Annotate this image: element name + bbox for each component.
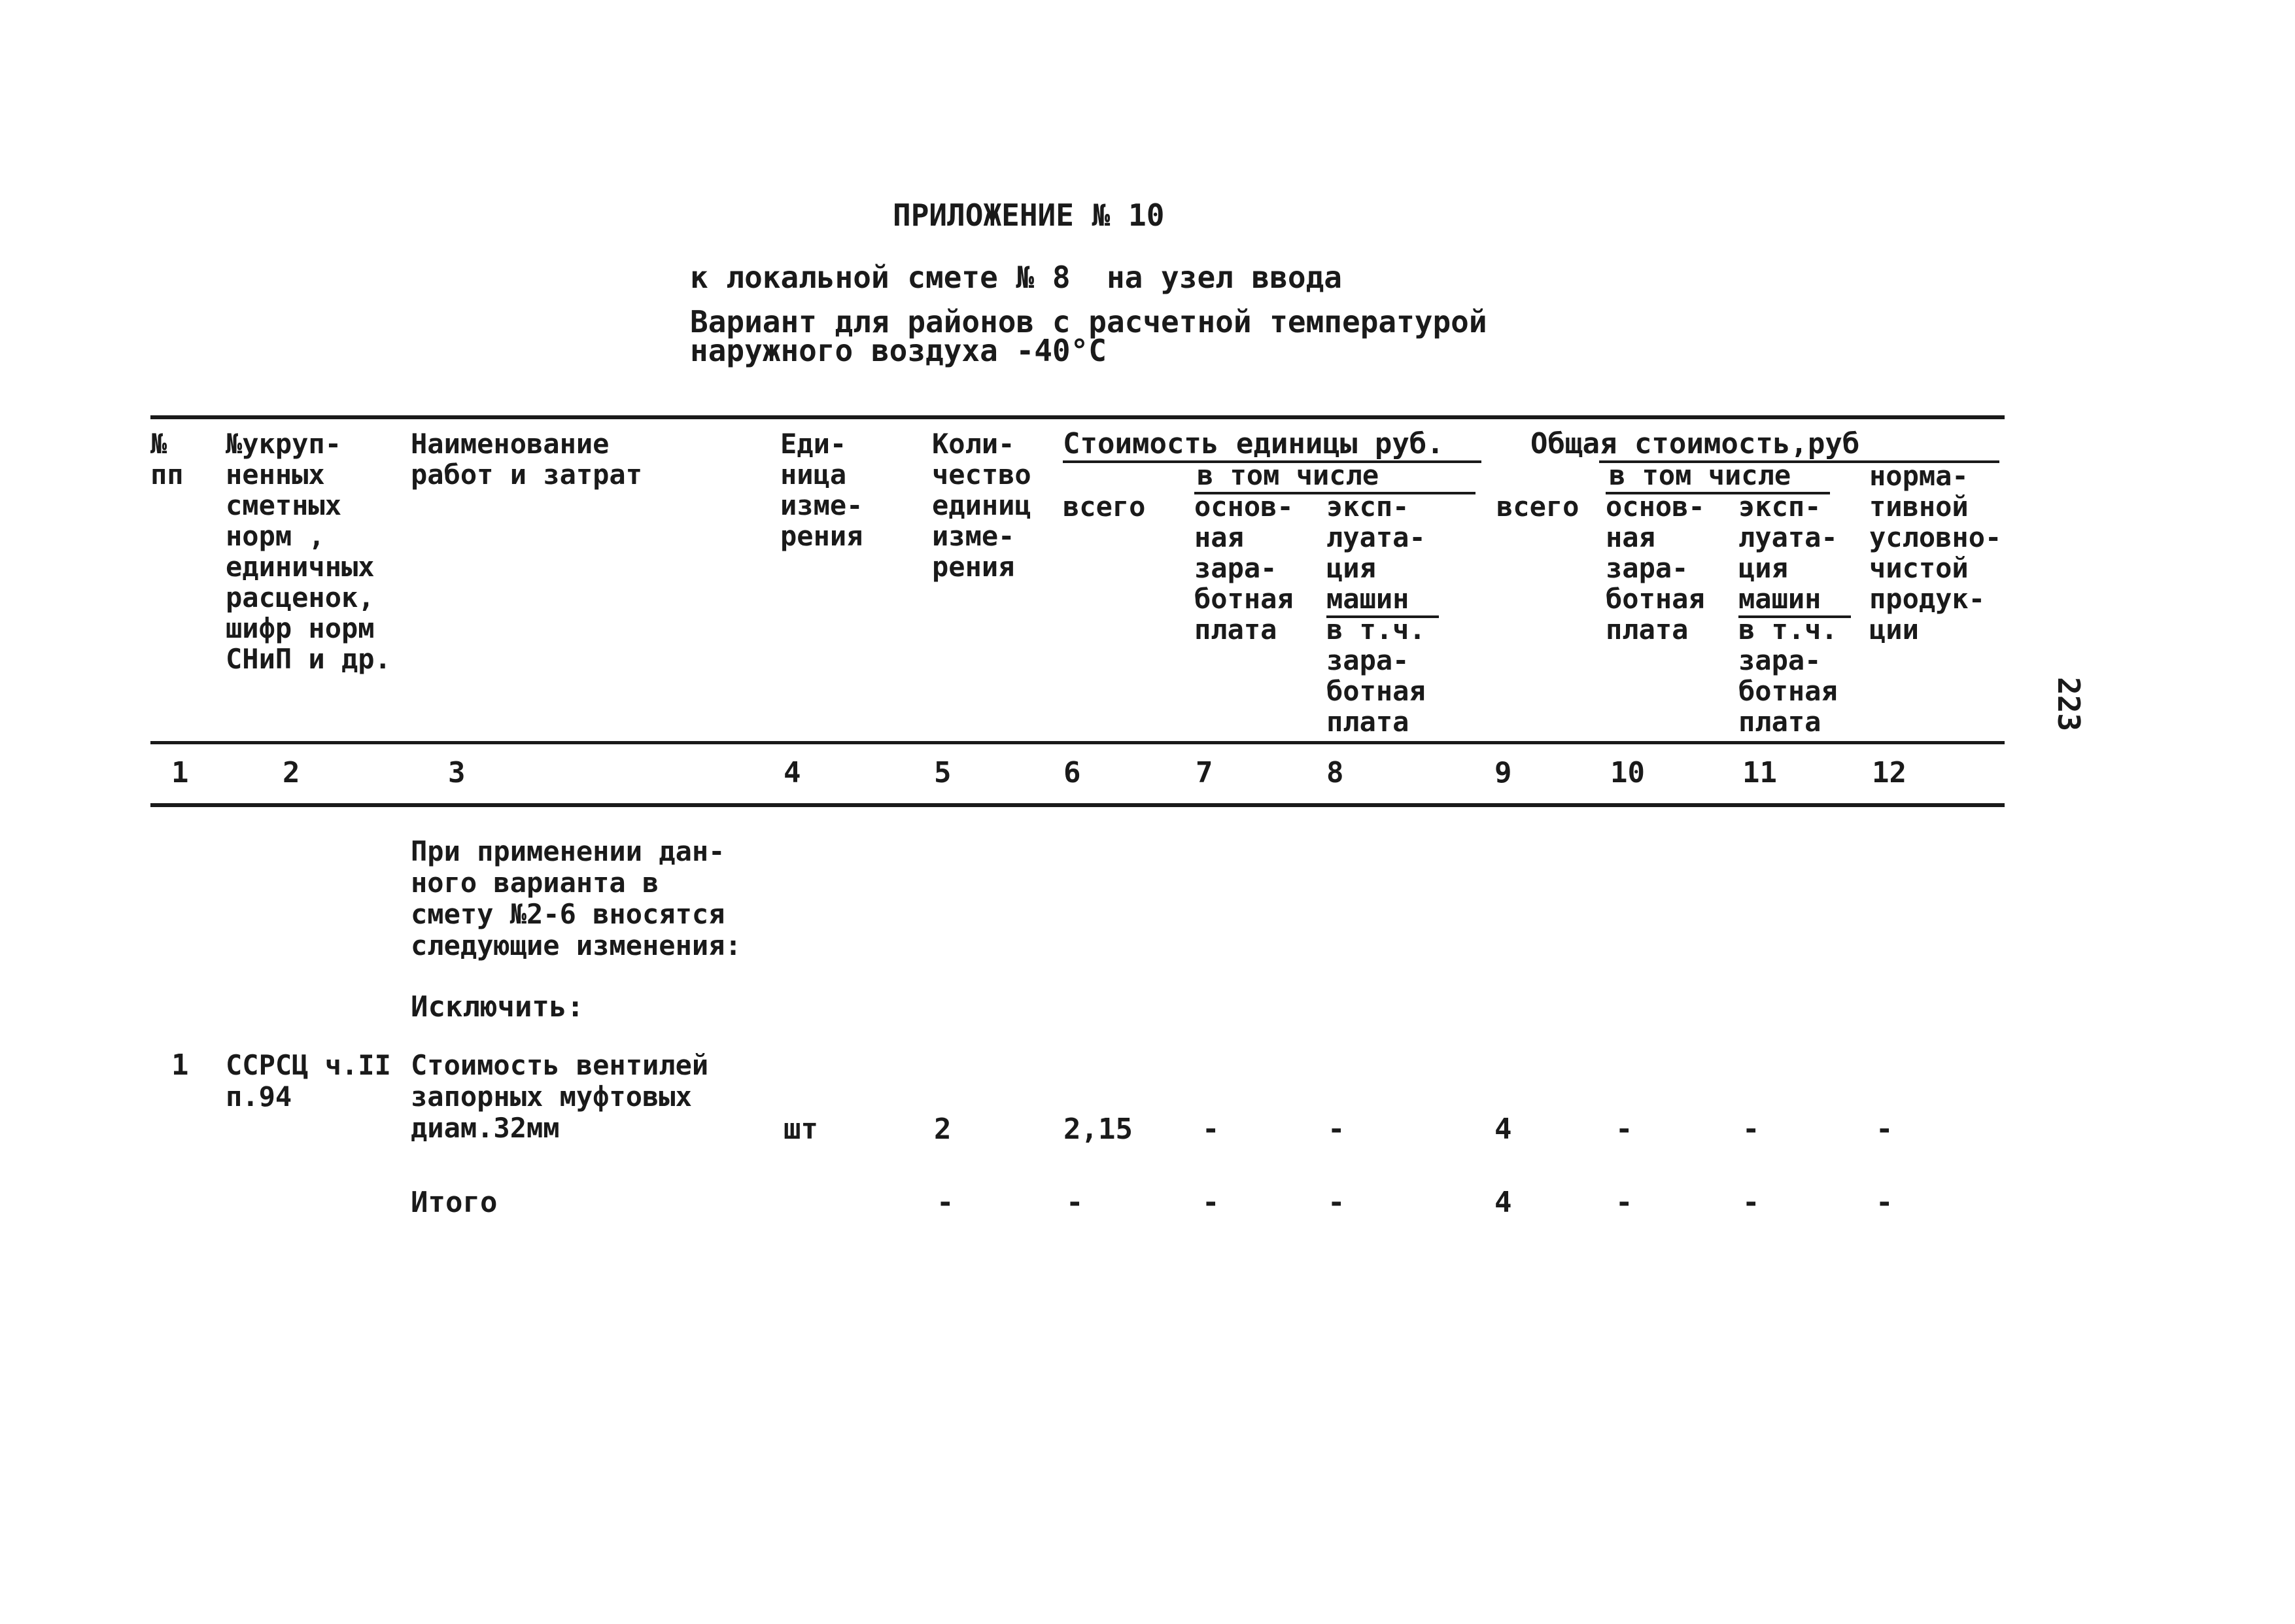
row-1-code: ССРСЦ ч.II п.94 (226, 1049, 391, 1113)
header-col-unit: Еди- ница изме- рения (780, 428, 863, 552)
total-col9: 4 (1494, 1186, 1512, 1219)
variant-line-1: Вариант для районов с расчетной температурой (690, 304, 1487, 339)
row-1-name: Стоимость вентилей запорных муфтовых диам.32мм (411, 1049, 709, 1144)
header-col9-total: всего (1496, 491, 1579, 523)
row-1-col11: - (1742, 1113, 1760, 1146)
header-col10-wages: основ- ная зара- ботная плата (1606, 491, 1705, 646)
row-1-col7: - (1202, 1113, 1220, 1146)
col-number-1: 1 (171, 756, 189, 789)
header-unit-incl: в том числе (1197, 459, 1379, 491)
note-intro: При применении дан- ного варианта в смету №2-6 вносятся следующие изменения: (411, 835, 742, 961)
col-number-5: 5 (934, 756, 952, 789)
header-col7-wages: основ- ная зара- ботная плата (1194, 491, 1294, 646)
row-1-unit: шт (784, 1113, 818, 1146)
row-1-col12: - (1876, 1113, 1893, 1146)
page-number: 223 (2051, 677, 2086, 732)
header-col11-machines: эксп- луата- ция машин (1738, 491, 1838, 615)
header-col-code: №укруп- ненных сметных норм , единичных расценок, шифр норм СНиП и др. (226, 428, 391, 675)
col-number-7: 7 (1196, 756, 1213, 789)
total-col11: - (1742, 1186, 1760, 1219)
col-number-8: 8 (1326, 756, 1344, 789)
header-unit-cost-group: Стоимость единицы руб. (1063, 427, 1444, 460)
col-number-4: 4 (784, 756, 801, 789)
header-col-name: Наименование работ и затрат (411, 428, 643, 491)
total-col8: - (1328, 1186, 1345, 1219)
col-number-12: 12 (1872, 756, 1907, 789)
row-1-number: 1 (171, 1048, 189, 1082)
header-total-cost-group: Общая стоимость,руб (1530, 427, 1860, 460)
row-1-qty: 2 (934, 1113, 952, 1146)
table-top-rule (150, 415, 2005, 419)
appendix-title: ПРИЛОЖЕНИЕ № 10 (893, 198, 1165, 233)
col-number-10: 10 (1610, 756, 1645, 789)
header-col6-total: всего (1063, 491, 1146, 523)
note-exclude: Исключить: (411, 990, 584, 1024)
col-number-11: 11 (1742, 756, 1777, 789)
total-label: Итого (411, 1186, 498, 1219)
header-total-incl: в том числе (1609, 459, 1791, 491)
col-number-3: 3 (448, 756, 466, 789)
variant-line-2: наружного воздуха -40°С (690, 333, 1107, 368)
header-col12-normative: норма- тивной условно- чистой продук- ции (1869, 460, 2002, 646)
estimate-reference: к локальной смете № 8 на узел ввода (690, 260, 1342, 295)
row-1-col10: - (1615, 1113, 1633, 1146)
row-1-col8: - (1328, 1113, 1345, 1146)
header-col8-incl-wages: в т.ч. зара- ботная плата (1326, 613, 1426, 738)
header-bottom-rule (150, 741, 2005, 744)
row-1-col6: 2,15 (1063, 1113, 1133, 1146)
header-col-number: № пп (150, 428, 184, 491)
total-col12: - (1876, 1186, 1893, 1219)
header-col11-incl-wages: в т.ч. зара- ботная плата (1738, 613, 1838, 738)
numbers-bottom-rule (150, 803, 2005, 807)
total-col10: - (1615, 1186, 1633, 1219)
header-col8-machines: эксп- луата- ция машин (1326, 491, 1426, 615)
col-number-9: 9 (1494, 756, 1512, 789)
row-1-col9: 4 (1494, 1113, 1512, 1146)
total-col7: - (1202, 1186, 1220, 1219)
header-col-qty: Коли- чество единиц изме- рения (932, 428, 1031, 583)
total-col6: - (1066, 1186, 1084, 1219)
total-col5: - (937, 1186, 954, 1219)
col-number-6: 6 (1063, 756, 1081, 789)
col-number-2: 2 (283, 756, 300, 789)
